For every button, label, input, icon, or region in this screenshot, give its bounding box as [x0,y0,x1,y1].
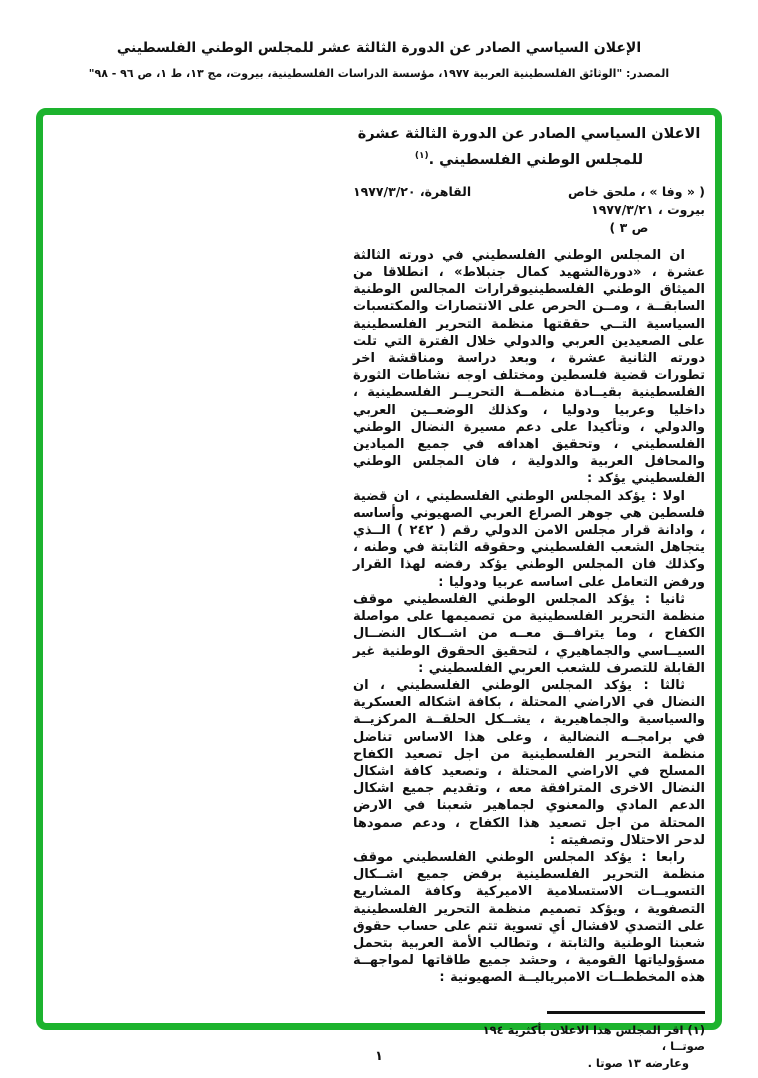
citation-agency-line3: ص ٣ ) [609,219,649,235]
citation-row [353,183,705,237]
document-title-line2-text: للمجلس الوطني الفلسطيني . [428,151,644,168]
paragraph-third: ثالثا : يؤكد المجلس الوطني الفلسطيني ، ان النضال في الاراضي المحتلة ، بكافة اشكاله العسكرية والسياسية والجماهيرية ، يشــكل الحلقــة المركزيــة في برامجــه النضالية ، وعلى هذا الاساس تناضل منظمة التحرير الفلسطينية من اجل تصعيد الكفاح المسلح في الاراضي المحتلة ، وتصعيد كافة اشكال النضال الاخرى المترافقة معه ، وتقديم جميع اشكال الدعم المادي والمعنوي لجماهير شعبنا في الارض المحتلة من اجل تصعيد هذا الكفاح ، ودعم صمودها لدحر الاحتلال وتصفيته : [353,677,705,848]
paragraph-intro: ان المجلس الوطني الفلسطيني في دورته الثالثة عشرة ، «دورةالشهيد كمال جنبلاط» ، انطلاقا من الميثاق الوطني الفلسطينيوقرارات المجالس الوطنية السابقــة ، ومــن الحرص على الانتصارات والمكتسبات السياسية التــي حققتها منظمة التحرير الفلسطينية على الصعيدين العربي والدولي خلال الفترة التي تلت دورته الثانية عشرة ، وبعد دراسة ومناقشة اخر تطورات قضية فلسطين ومختلف اوجه نشاطات الثورة الفلسطينية بقيــادة منظمــة التحريــر الفلسطينية ، داخليا وعربيا ودوليا ، وكذلك الوضعــين العربي والدولي ، وتأكيدا على دعم مسيرة النضال الوطني الفلسطيني ، وتحقيق اهدافه في جميع الميادين والمحافل العربية والدولية ، فان المجلس الوطني الفلسطيني يؤكد : [353,247,705,487]
paragraph-fourth: رابعا : يؤكد المجلس الوطني الفلسطيني موقف منظمة التحرير الفلسطينية برفض جميع اشــكال التسويــات الاستسلامية الاميركية وكافة المشاريع التصفوية ، ويؤكد تصميم منظمة التحرير الفلسطينية على التصدي لافشال أي تسوية تتم على حساب حقوق شعبنا الوطنية والثابتة ، وتطالب الأمة العربية بتحمل مسؤولياتها القومية ، وحشد جميع طاقاتها لمواجهــة هذه المخططــات الامبرياليــة الصهيونية : [353,849,705,986]
paragraph-second: ثانيا : يؤكد المجلس الوطني الفلسطيني موقف منظمة التحرير الفلسطينية من تصميمها على مواصلة الكفاح ، وما يترافــق معــه من اشــكال النضــال السيــاسي والجماهيري ، لتحقيق الحقوق الوطنية غير القابلة للتصرف للشعب العربي الفلسطيني : [353,591,705,676]
document-content [353,123,705,1071]
citation-agency-line1: ( « وفا » ، ملحق خاص [567,183,705,199]
citation-dateline: القاهرة، ١٩٧٧/٣/٢٠ [353,183,472,199]
footnote-line2: وعارضه ١٣ صوتا . [587,1055,689,1070]
citation-agency-block [553,183,705,237]
document-frame [36,108,722,1070]
page-header-source: المصدر: "الوثائق الفلسطينية العربية ١٩٧٧، مؤسسة الدراسات الفلسطينية، بيروت، مج ١٣، ط ١، ص ٩٦ - ٩٨" [88,67,670,80]
document-body [353,247,705,987]
paragraph-first: اولا : يؤكد المجلس الوطني الفلسطيني ، ان قضية فلسطين هي جوهر الصراع العربي الصهيوني وأساسه ، وادانة قرار مجلس الامن الدولي رقم ( ٢٤٢ ) الــذي يتجاهل الشعب الفلسطيني وحقوقه الثابتة في وطنه ، وكذلك فان المجلس الوطني يؤكد رفضه لهذا القرار ورفض التعامل على اساسه عربيا ودوليا : [353,488,705,590]
document-title-line1: الاعلان السياسي الصادر عن الدورة الثالثة عشرة [357,126,701,142]
footnote-line1: (١) اقر المجلس هذا الاعلان بأكثرية ١٩٤ صوتــا ، [482,1022,705,1054]
footnote-divider [547,1011,705,1014]
page-number: ١ [375,1049,383,1064]
page-header-title: الإعلان السياسي الصادر عن الدورة الثالثة عشر للمجلس الوطني الفلسطيني [116,40,642,56]
document-title [353,123,705,171]
citation-agency-line2: بيروت ، ١٩٧٧/٣/٢١ [591,201,705,217]
footnote-marker-ref: (١) [414,151,429,161]
document-title-line2 [353,145,705,171]
